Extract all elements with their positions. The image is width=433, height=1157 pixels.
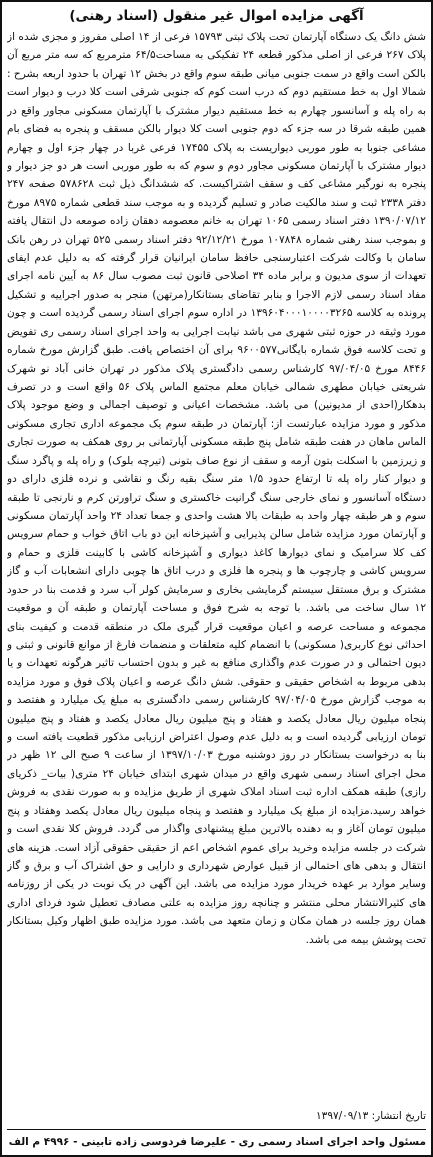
notice-title: آگهی مزایده اموال غیر منقول (اسناد رهنی) xyxy=(69,8,364,24)
notice-footer: مسئول واحد اجرای اسناد رسمی ری - علیرضا فردوسی زاده تابینی - ۴۹۹۶ م الف xyxy=(7,1129,426,1151)
notice-body: شش دانگ یک دستگاه آپارتمان تحت پلاک ثبتی ۱۵۷۹۳ فرعی از ۱۴ اصلی مفروز و مجزی شده از پلاک ۲۶۷ فرعی از اصلی مذکور قطعه ۲۴ تفکیکی به مساحت۶۴/۵ مترمربع که سه متر مربع آن بالکن است واقع در سمت جنوبی میانی طبقه سوم واقع در بخش ۱۲ تهران با حدود اربعه بشرح : شمالا اول به خط مستقیم دوم که درب است کوم که جنوبی شرقی است کلا درب و دیوار است به راه پله و آسانسور چهارم به خط مستقیم دیوار مشترک با آپارتمان مسکونی مجاور واقع در همین طبقه شرقا در سه جزء که دوم جنوبی است کلا دیوار بالکن مسقف و پنجره به فضای بام مشاعی جنوبا به طور موربی دیواریست به پلاک ۱۷۴۵۵ فرعی غربا در چهار جزء اول و چهارم دیوار مشترک با آپارتمان مسکونی مجاور دوم و سوم که به طور موربی است هر دو جز دیوار و پنجره به نورگیر مشاعی کف و سقف اشتراکیست. که ششدانگ ذیل ثبت ۵۷۸۶۲۸ صفحه ۲۴۷ دفتر ۲۳۳۸ ثبت و سند مالکیت صادر و تسلیم گردیده و به موجب سند قطعی شماره ۸۹۷۵ مورخ ۱۳۹۰/۰۷/۱۲ دفتر اسناد رسمی ۱۰۶۵ تهران به خانم معصومه دهقان زاده صومعه دل انتقال یافته و بموجب سند رهنی شماره ۱۰۷۸۴۸ مورخ ۹۲/۱۲/۲۱ دفتر اسناد رسمی ۵۲۵ تهران در رهن بانک سامان با وکالت شرکت اعتبارسنجی حافظ سامان ایرانیان قرار گرفته که به دلیل عدم ایفای تعهدات از سوی مدیون و برابر ماده ۳۴ اصلاحی قانون ثبت مصوب سال ۸۶ به آیین نامه اجرای مفاد اسناد رسمی لازم الاجرا و بنابر تقاضای بستانکار(مرتهن) منجر به صدور اجراییه و تشکیل پرونده به کلاسه ۱۳۹۶۰۴۰۰۰۱۰۰۰۰۳۲۶۵ در اداره سوم اجرای اسناد رسمی گردیده است و چون مورد وثیقه در حوزه ثبتی شهری می باشد نیابت اجرایی به واحد اجرای اسناد رسمی ری تفویض و تحت کلاسه فوق شماره بایگانی۹۶۰۰۵۷۷ برای آن اختصاص یافت. طبق گزارش مورخ شماره ۸۴۴۶ مورخ ۹۷/۰۴/۰۵ کارشناس رسمی دادگستری پلاک مذکور در تهران خانی آباد نو شهرک شریعتی خیابان مطهری شمالی خیابان معلم مجتمع الماس پلاک ۵۶ واقع است و در تصرف بدهکار(احدی از مدیونین) می باشد. مشخصات اعیانی و توصیف اجمالی و وضع موجود پلاک مذکور و مورد مزایده عبارتست از: آپارتمان در طبقه سوم یک مجموعه اداری تجاری مسکونی الماس ماهان در هفت طبقه شامل پنج طبقه مسکونی آپارتمانی بر روی همکف به صورت تجاری و زیرزمین با اسکلت بتون آرمه و سقف از نوع صاف بتونی (تیرچه بلوک) و راه پله و پاگرد سنگ و دیوار کنار راه پله تا ارتفاع حدود ۱/۵ متر سنگ بقیه رنگ و نقاشی و نرده فلزی دارای دو دستگاه آسانسور و نمای خارجی سنگ گرانیت خاکستری و سنگ تراورتن کرم و نارنجی تا طبقه سوم و هر طبقه چهار واحد به طبقات بالا هشت واحدی و جمعا تعداد ۲۴ واحد آپارتمان مسکونی و آپارتمان مورد مزایده شامل سالن پذیرایی و آشپزخانه این دو باب اتاق خواب و حمام سرویس کف کلا سرامیک و نمای دیوارها کاغذ دیواری و آشپزخانه کاشی با کابینت فلزی و حمام و سرویس کاشی و چارچوب ها و پنجره ها فلزی و درب اتاق ها چوبی دارای انشعابات آب و گاز مشترک و برق مستقل سیستم گرمایشی بخاری و سرمایش کولر آب سرد و قدمت بنا در حدود ۱۲ سال ساخت می باشد. با توجه به شرح فوق و مساحت آپارتمان و طبقه آن و موقعیت مجموعه و مساحت عرصه و اعیان موقعیت قرار گیری ملک در منطقه قدمت و کیفیت بنای احداثی نوع کاربری( مسکونی) با انضمام کلیه متعلقات و منضمات فارغ از موانع قانونی و ثبتی و دیون احتمالی و در صورت عدم واگذاری منافع به غیر و بدون احتساب تاثیر هرگونه تعهدات و یا بدهی مربوط به اشخاص حقیقی و حقوقی. شش دانگ عرصه و اعیان پلاک فوق و مورد مزایده به موجب گزارش مورخ ۹۷/۰۴/۰۵ کارشناس رسمی دادگستری به مبلغ یک میلیارد و هفتصد و پنجاه میلیون ریال معادل یکصد و هفتاد و پنج میلیون ریال معادل یکصد و هفتاد و پنج میلیون تومان ارزیابی گردیده است و به دلیل عدم وصول اعتراض ارزیابی مذکور قطعیت یافته است و بنا به درخواست بستانکار در روز دوشنبه مورخ ۱۳۹۷/۱۰/۰۳ از ساعت ۹ صبح الی ۱۲ ظهر در محل اجرای اسناد رسمی شهری واقع در میدان شهری ابتدای خیابان ۲۴ متری( بیات_ ذکریای رازی) طبقه همکف اداره ثبت اسناد املاک شهری از طریق مزایده و به صورت نقدی به فروش خواهد رسید.مزایده از مبلغ یک میلیارد و هفتصد و پنجاه میلیون ریال معادل یکصد وهفتاد و پنج میلیون تومان آغاز و به دهنده بالاترین مبلغ پیشنهادی واگذار می گردد. فروش کلا نقدی است و شرکت در جلسه مزایده وخرید برای عموم اشخاص اعم از حقیقی حقوقی آزاد است. هزینه های انتقال و بدهی های احتمالی از قبیل عوارض شهرداری و دارایی و حق اشتراک آب و برق و گاز وسایر موارد بر عهده خریدار مورد مزایده می باشد. این آگهی در یک نوبت در یکی از روزنامه های کثیرالانتشار محلی منتشر و چنانچه روز مزایده به علتی مصادف تعطیل شود فردای اداری همان روز جلسه در همان مکان و زمان متعهد می باشد. مورد مزایده طبق اظهار وکیل بستانکار تحت پوشش بیمه می باشد. xyxy=(7,31,426,946)
publication-date: تاریخ انتشار: ۱۳۹۷/۰۹/۱۳ xyxy=(316,1110,426,1122)
